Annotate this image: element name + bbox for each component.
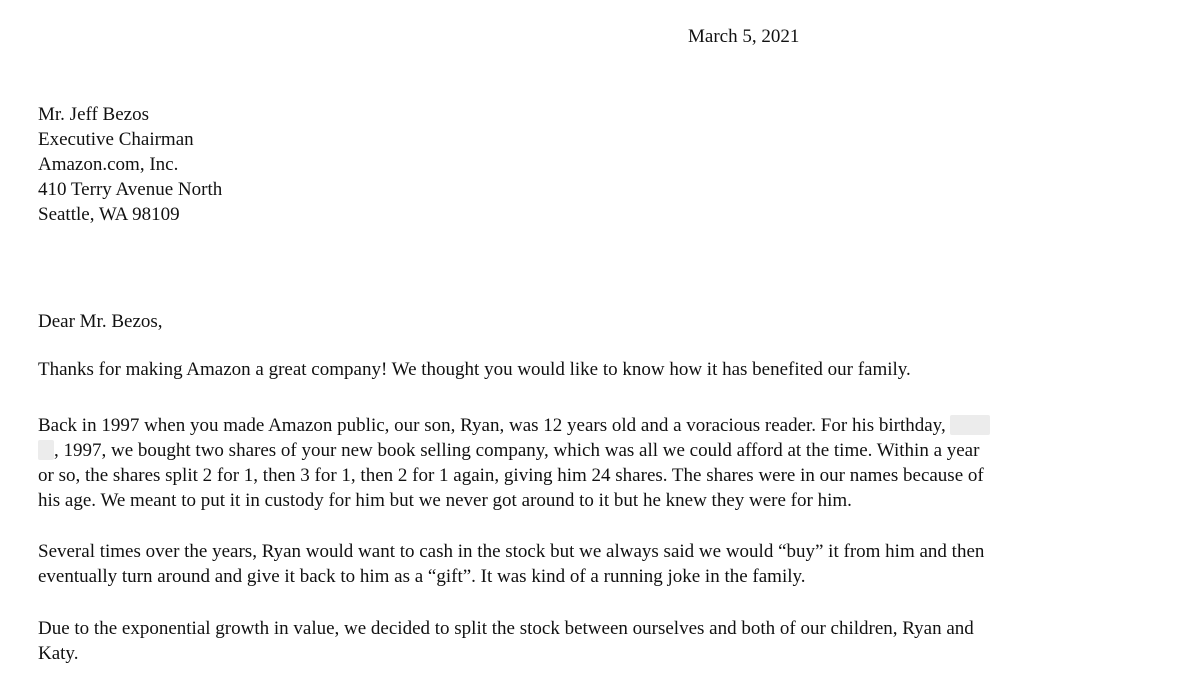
salutation: Dear Mr. Bezos, — [38, 311, 163, 332]
letter-date: March 5, 2021 — [688, 26, 800, 47]
paragraph-history — [38, 413, 1173, 513]
recipient-name: Mr. Jeff Bezos — [38, 104, 149, 125]
paragraph-line: eventually turn around and give it back to him as a “gift”. It was kind of a running joke in the family. — [38, 566, 806, 587]
recipient-city-state-zip: Seattle, WA 98109 — [38, 204, 180, 225]
paragraph-line-text: , 1997, we bought two shares of your new book selling company, which was all we could afford at the time. Within a year — [54, 440, 980, 461]
paragraph-line — [38, 438, 1173, 463]
paragraph-line: his age. We meant to put it in custody for him but we never got around to it but he knew they were for him. — [38, 490, 852, 511]
paragraph-line: Katy. — [38, 643, 79, 664]
redaction-block — [38, 440, 54, 460]
paragraph-line: Several times over the years, Ryan would want to cash in the stock but we always said we would “buy” it from him and then — [38, 541, 985, 562]
paragraph-running-joke — [38, 539, 1173, 589]
paragraph-line — [38, 413, 1173, 438]
paragraph-line-text: Back in 1997 when you made Amazon public, our son, Ryan, was 12 years old and a voracious reader. For his birthday, — [38, 415, 946, 436]
recipient-title: Executive Chairman — [38, 129, 194, 150]
paragraph-line: Thanks for making Amazon a great company! We thought you would like to know how it has benefited our family. — [38, 359, 911, 380]
paragraph-line: Due to the exponential growth in value, we decided to split the stock between ourselves and both of our children, Ryan and — [38, 618, 974, 639]
recipient-company: Amazon.com, Inc. — [38, 154, 179, 175]
recipient-address — [38, 102, 222, 227]
paragraph-line: or so, the shares split 2 for 1, then 3 for 1, then 2 for 1 again, giving him 24 shares. The shares were in our names because of — [38, 465, 984, 486]
redaction-block — [950, 415, 990, 435]
recipient-street: 410 Terry Avenue North — [38, 179, 223, 200]
paragraph-thanks — [38, 357, 1173, 382]
paragraph-split-stock — [38, 616, 1173, 666]
